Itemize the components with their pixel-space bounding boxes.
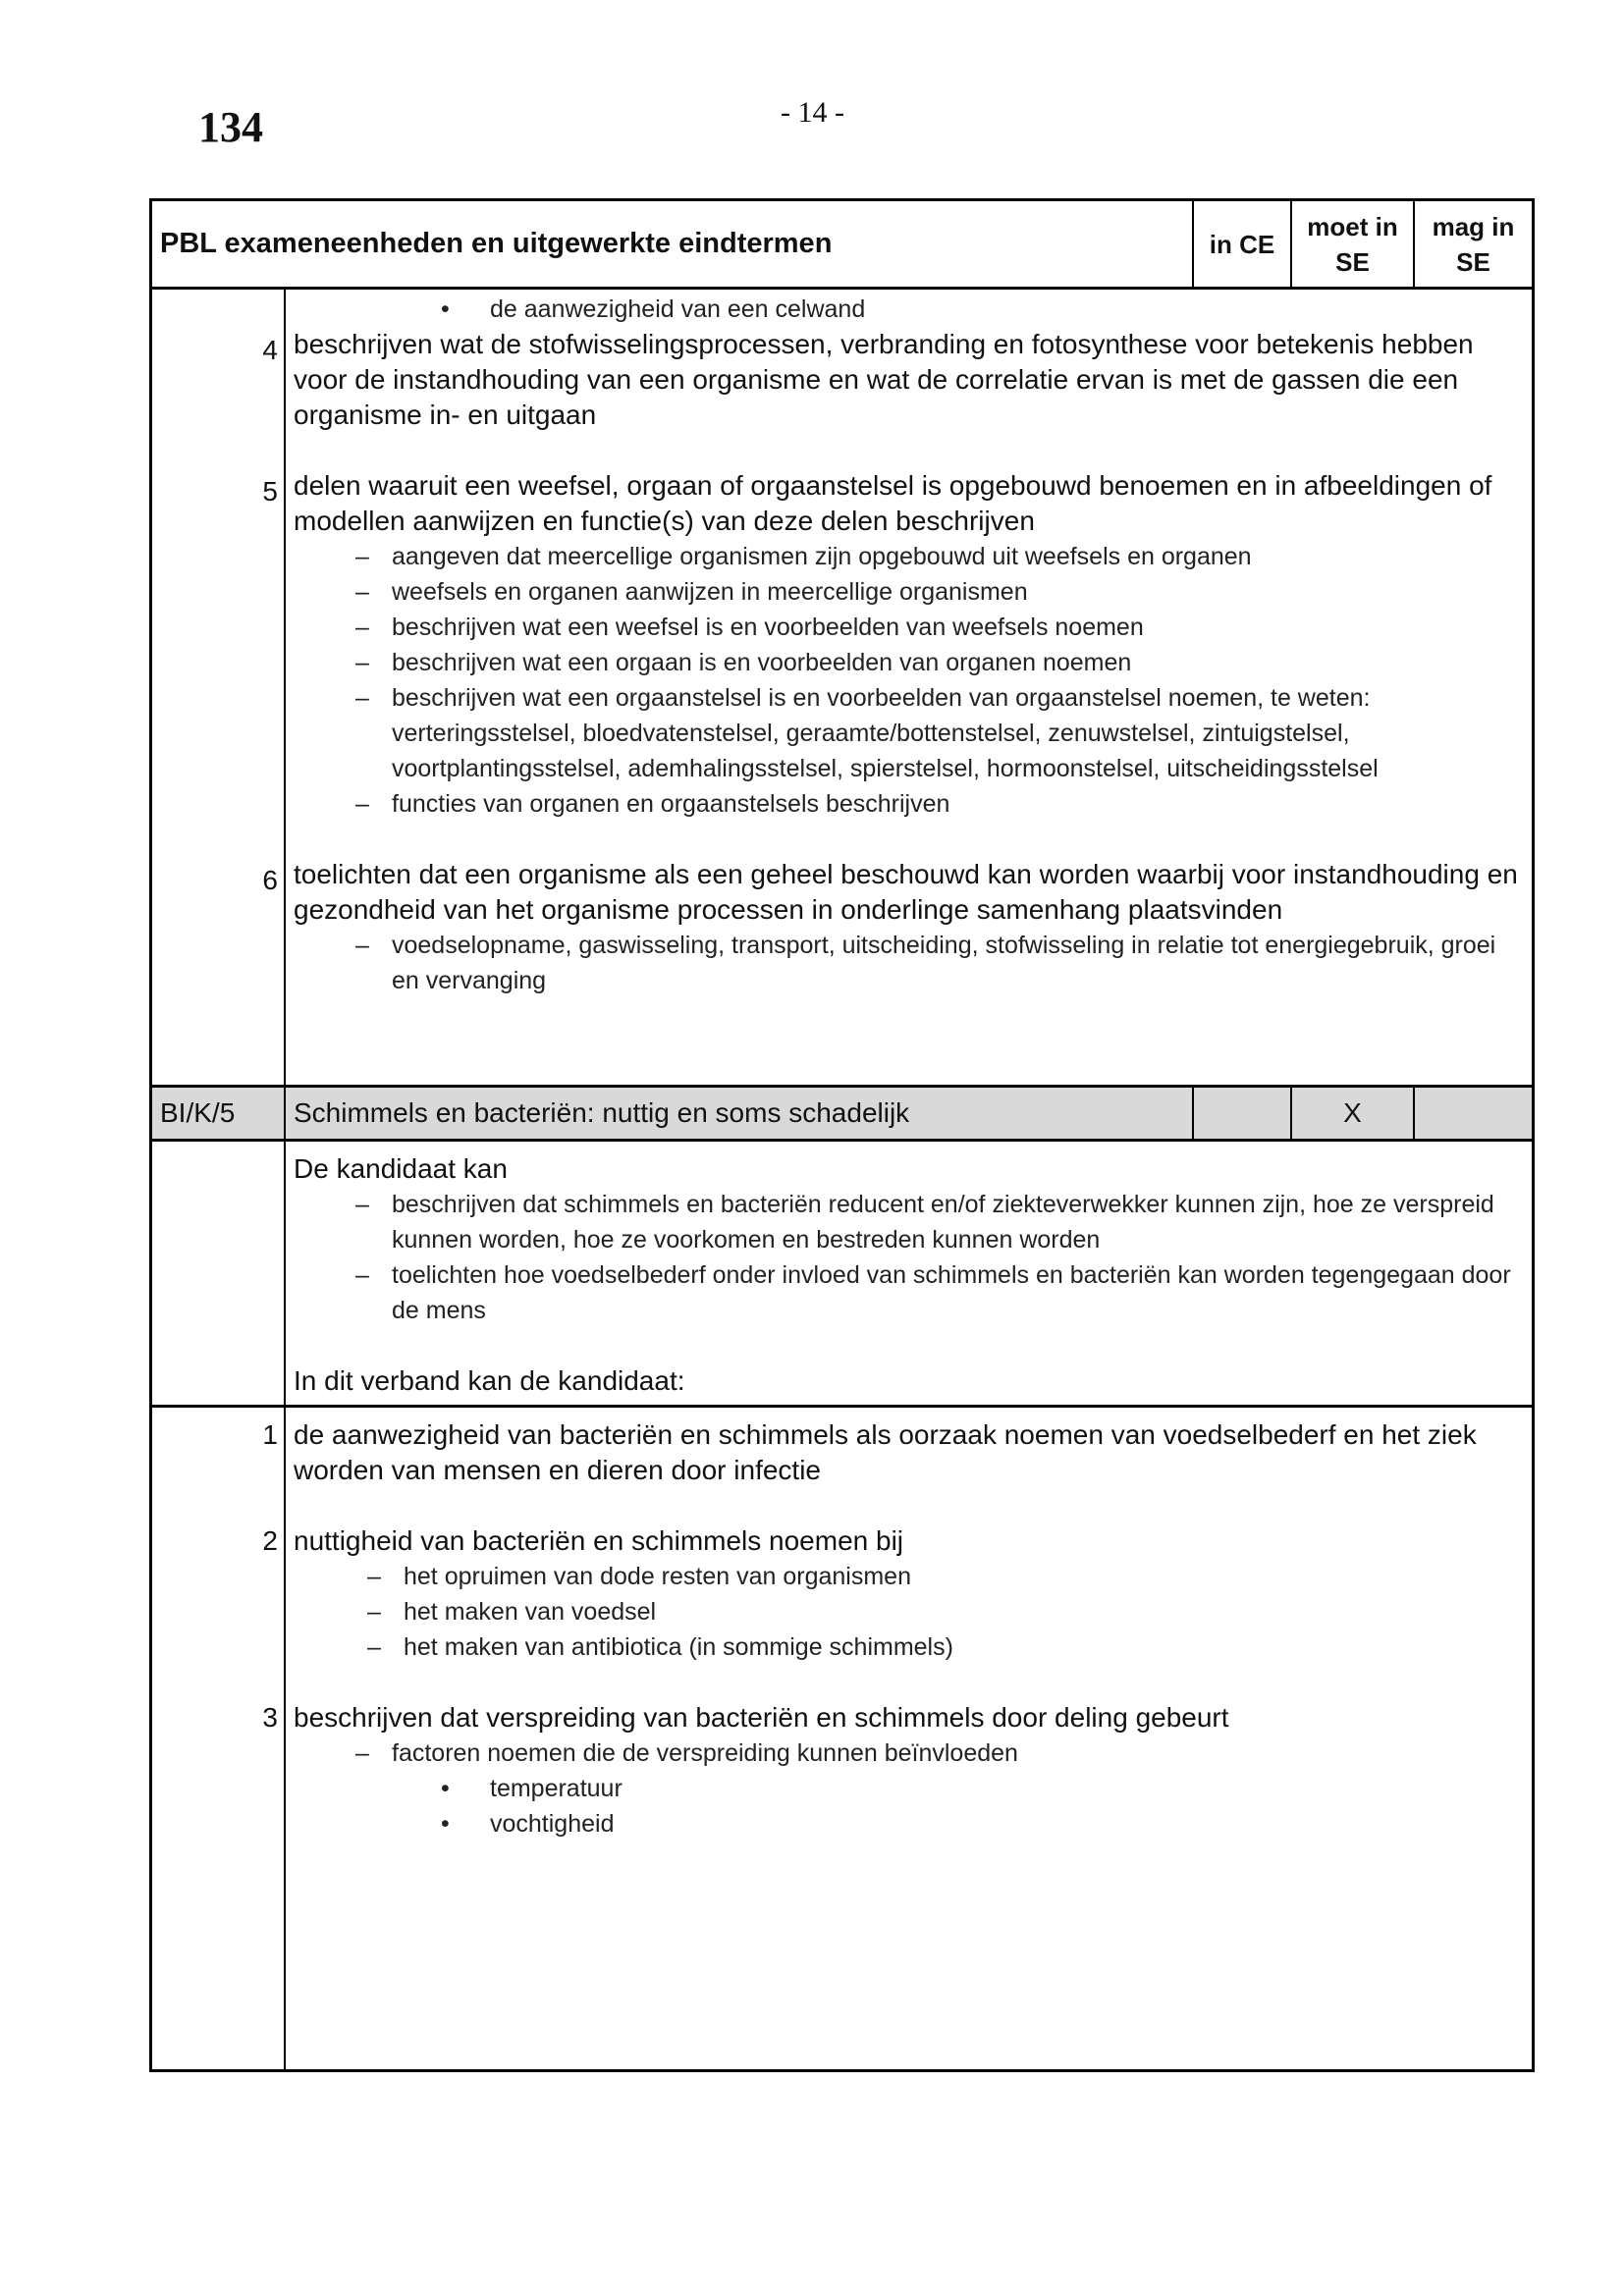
item-text: beschrijven dat verspreiding van bacteriën en schimmels door deling gebeurt: [294, 1702, 1229, 1733]
intro-closing: In dit verband kan de kandidaat:: [294, 1365, 685, 1396]
sub-item: – toelichten hoe voedselbederf onder invloed van schimmels en bacteriën kan worden tegengegaan door de mens: [294, 1257, 1522, 1328]
bullet-item: • vochtigheid: [294, 1806, 1522, 1842]
bullet-icon: •: [441, 295, 450, 323]
header-in-ce: in CE: [1192, 201, 1290, 287]
dash-icon: –: [355, 790, 369, 818]
unit-row: [152, 1085, 1532, 1142]
item-number: 1: [262, 1419, 278, 1450]
item-text: beschrijven wat de stofwisselingsprocessen, verbranding en fotosynthese voor betekenis hebben voor de instandhouding van een organisme en wat de correlatie ervan is met de gassen die een organisme in- en uitgaan: [294, 329, 1474, 430]
dash-icon: –: [367, 1563, 381, 1590]
dash-icon: –: [355, 649, 369, 676]
item-text: toelichten dat een organisme als een geheel beschouwd kan worden waarbij voor instandhouding en gezondheid van het organisme processen in onderlinge samenhang plaatsvinden: [294, 859, 1518, 925]
sub-item: – beschrijven wat een weefsel is en voorbeelden van weefsels noemen: [294, 610, 1522, 645]
sub-item: – functies van organen en orgaanstelsels beschrijven: [294, 786, 1522, 822]
dash-icon: –: [355, 578, 369, 606]
table-header: [152, 201, 1532, 290]
sub-item: – het maken van voedsel: [294, 1594, 1522, 1629]
dash-icon: –: [367, 1633, 381, 1661]
sub-item: – het maken van antibiotica (in sommige schimmels): [294, 1629, 1522, 1665]
bullet-item: • de aanwezigheid van een celwand: [294, 292, 1522, 327]
sub-item: – beschrijven wat een orgaan is en voorbeelden van organen noemen: [294, 645, 1522, 680]
sub-item: – het opruimen van dode resten van organismen: [294, 1559, 1522, 1594]
item-number: 2: [262, 1525, 278, 1556]
sub-item: – factoren noemen die de verspreiding kunnen beïnvloeden: [294, 1735, 1522, 1771]
intro-block: [152, 1142, 1532, 1408]
section-2: [152, 1408, 1532, 2069]
unit-title: Schimmels en bacteriën: nuttig en soms schadelijk: [294, 1097, 910, 1128]
sub-item: – beschrijven dat schimmels en bacteriën reducent en/of ziekteverwekker kunnen zijn, hoe ze verspreid kunnen worden, hoe ze voorkomen en bestreden kunnen worden: [294, 1187, 1522, 1257]
unit-mag-in-se: [1413, 1088, 1532, 1139]
intro-lead: De kandidaat kan: [294, 1153, 508, 1184]
page-number: 134: [198, 103, 263, 151]
dash-icon: –: [355, 1191, 369, 1218]
unit-moet-in-se: X: [1290, 1088, 1413, 1139]
bullet-icon: •: [441, 1810, 450, 1838]
item-text: delen waaruit een weefsel, orgaan of orgaanstelsel is opgebouwd benoemen en in afbeeldingen of modellen aanwijzen en functie(s) van deze delen beschrijven: [294, 470, 1492, 536]
item-number: 6: [262, 865, 278, 895]
dash-icon: –: [355, 684, 369, 712]
page-mark: - 14 -: [781, 96, 844, 129]
dash-icon: –: [355, 1739, 369, 1767]
sub-item: – weefsels en organen aanwijzen in meercellige organismen: [294, 574, 1522, 610]
item-text: de aanwezigheid van bacteriën en schimmels als oorzaak noemen van voedselbederf en het ziek worden van mensen en dieren door infectie: [294, 1419, 1477, 1485]
dash-icon: –: [367, 1598, 381, 1626]
header-title: PBL exameneenheden en uitgewerkte eindtermen: [160, 228, 833, 259]
dash-icon: –: [355, 614, 369, 641]
unit-in-ce: [1192, 1088, 1290, 1139]
sub-item: – beschrijven wat een orgaanstelsel is en voorbeelden van orgaanstelsel noemen, te weten: verteringsstelsel, bloedvatenstelsel, geraamte/bottenstelsel, zenuwstelsel, zintuigstelsel, voortplantingsstelsel, ademhalingsstelsel, spierstelsel, hormoonstelsel, uitscheidingsstelsel: [294, 680, 1522, 786]
item-number: 5: [262, 476, 278, 507]
dash-icon: –: [355, 543, 369, 570]
sub-item: – aangeven dat meercellige organismen zijn opgebouwd uit weefsels en organen: [294, 539, 1522, 574]
header-moet-in-se: moet in SE: [1290, 201, 1413, 287]
dash-icon: –: [355, 1261, 369, 1289]
item-number: 3: [262, 1702, 278, 1733]
dash-icon: –: [355, 932, 369, 959]
unit-code: BI/K/5: [152, 1088, 286, 1139]
bullet-item: • temperatuur: [294, 1771, 1522, 1806]
item-text: nuttigheid van bacteriën en schimmels noemen bij: [294, 1525, 904, 1556]
sub-item: – voedselopname, gaswisseling, transport, uitscheiding, stofwisseling in relatie tot energiegebruik, groei en vervanging: [294, 928, 1522, 998]
header-mag-in-se: mag in SE: [1413, 201, 1532, 287]
item-number: 4: [262, 335, 278, 365]
exam-table: [149, 198, 1535, 2072]
bullet-icon: •: [441, 1775, 450, 1802]
section-1: [152, 290, 1532, 1085]
